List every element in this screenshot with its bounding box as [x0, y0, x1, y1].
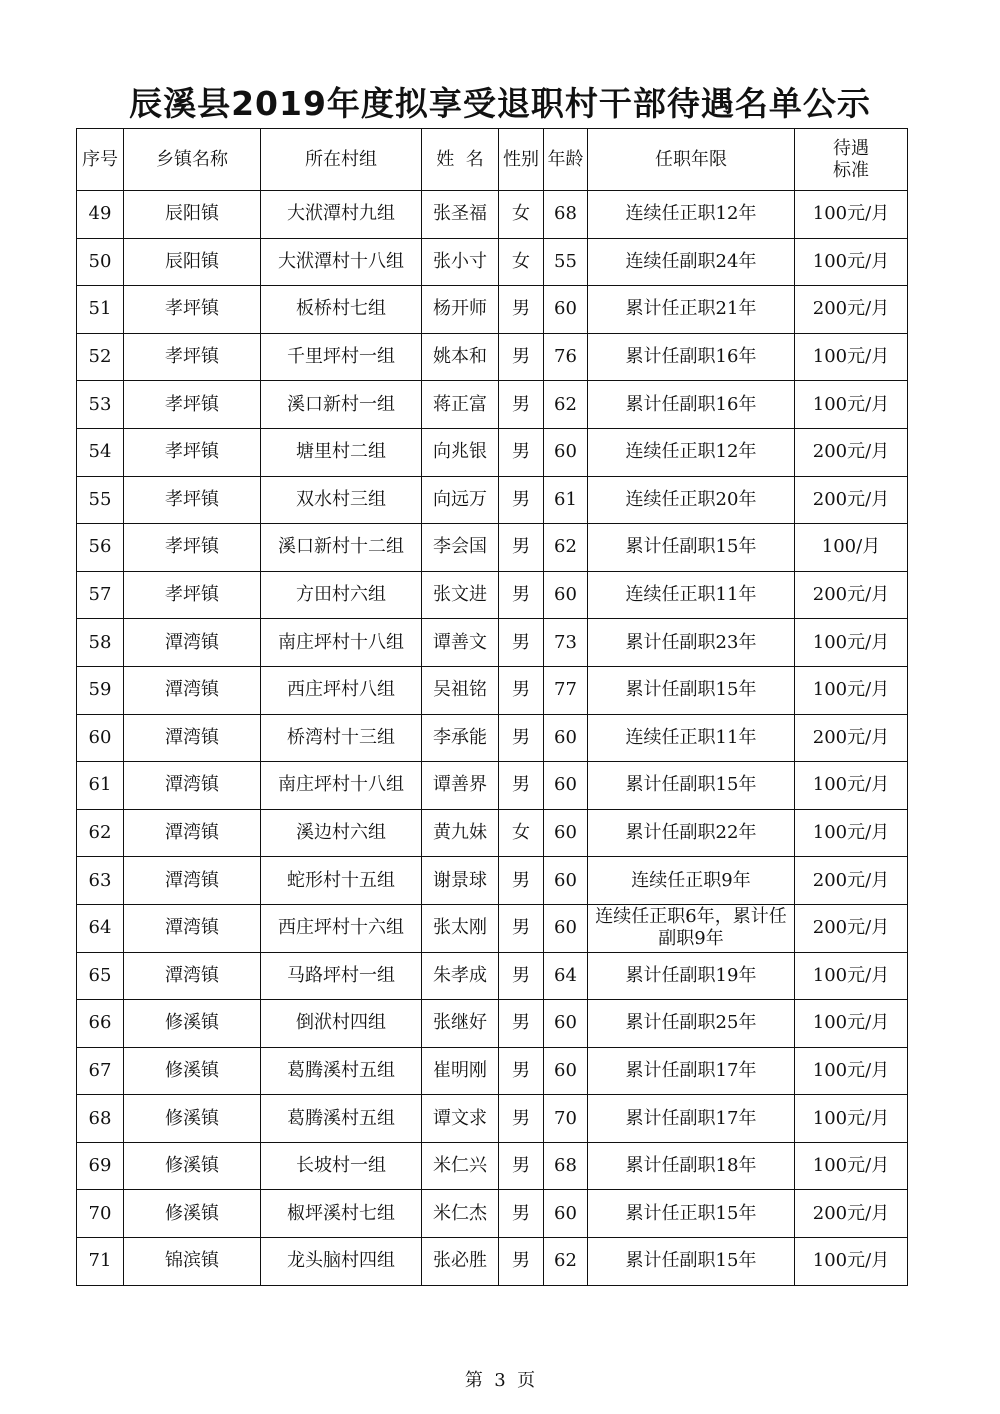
cell-name: 张小寸 [422, 238, 499, 286]
cell-standard: 200元/月 [795, 857, 908, 905]
header-gender: 性别 [499, 129, 544, 191]
cell-name: 张圣福 [422, 191, 499, 239]
cell-standard: 100元/月 [795, 1238, 908, 1286]
header-row [77, 129, 908, 191]
cell-town: 潭湾镇 [124, 809, 261, 857]
cell-gender: 男 [499, 619, 544, 667]
cell-village: 溪口新村一组 [261, 381, 422, 429]
cell-name: 蒋正富 [422, 381, 499, 429]
cell-age: 60 [544, 1000, 588, 1048]
cell-village: 溪边村六组 [261, 809, 422, 857]
table-row [77, 524, 908, 572]
cell-term: 累计任正职21年 [588, 286, 795, 334]
cell-gender: 男 [499, 1238, 544, 1286]
cell-age: 68 [544, 1142, 588, 1190]
cell-age: 60 [544, 904, 588, 952]
cell-town: 孝坪镇 [124, 476, 261, 524]
cell-town: 潭湾镇 [124, 904, 261, 952]
table-row [77, 333, 908, 381]
cell-town: 孝坪镇 [124, 333, 261, 381]
cell-standard: 100元/月 [795, 333, 908, 381]
cell-gender: 男 [499, 333, 544, 381]
cell-village: 椒坪溪村七组 [261, 1190, 422, 1238]
cell-town: 修溪镇 [124, 1047, 261, 1095]
cell-seq: 60 [77, 714, 124, 762]
cell-gender: 男 [499, 381, 544, 429]
cell-standard: 100元/月 [795, 191, 908, 239]
cell-standard: 100元/月 [795, 1047, 908, 1095]
cell-village: 塘里村二组 [261, 428, 422, 476]
cell-age: 62 [544, 524, 588, 572]
cell-village: 方田村六组 [261, 571, 422, 619]
cell-term: 连续任正职11年 [588, 571, 795, 619]
cell-gender: 女 [499, 238, 544, 286]
table-row [77, 666, 908, 714]
cell-gender: 男 [499, 952, 544, 1000]
page-title: 辰溪县2019年度拟享受退职村干部待遇名单公示 [129, 84, 871, 123]
table-row [77, 714, 908, 762]
cell-town: 孝坪镇 [124, 286, 261, 334]
cell-gender: 男 [499, 857, 544, 905]
cell-seq: 64 [77, 904, 124, 952]
cell-village: 蛇形村十五组 [261, 857, 422, 905]
cell-age: 60 [544, 1047, 588, 1095]
cell-village: 长坡村一组 [261, 1142, 422, 1190]
cell-seq: 54 [77, 428, 124, 476]
cell-term: 累计任副职15年 [588, 1238, 795, 1286]
cell-gender: 男 [499, 286, 544, 334]
header-standard-line2: 标准 [833, 159, 869, 181]
table-row [77, 428, 908, 476]
cell-town: 孝坪镇 [124, 571, 261, 619]
cell-name: 张继好 [422, 1000, 499, 1048]
cell-seq: 65 [77, 952, 124, 1000]
cell-village: 双水村三组 [261, 476, 422, 524]
cell-name: 谭善文 [422, 619, 499, 667]
header-name: 姓 名 [422, 129, 499, 191]
cell-name: 李承能 [422, 714, 499, 762]
table-row [77, 476, 908, 524]
table-row [77, 904, 908, 952]
cell-term: 累计任副职18年 [588, 1142, 795, 1190]
cell-village: 千里坪村一组 [261, 333, 422, 381]
table-row [77, 762, 908, 810]
header-village: 所在村组 [261, 129, 422, 191]
cell-village: 龙头脑村四组 [261, 1238, 422, 1286]
header-standard-line1: 待遇 [833, 137, 869, 159]
table-row [77, 238, 908, 286]
cell-gender: 男 [499, 476, 544, 524]
cell-seq: 67 [77, 1047, 124, 1095]
cell-standard: 100元/月 [795, 952, 908, 1000]
cell-name: 朱孝成 [422, 952, 499, 1000]
cell-gender: 男 [499, 428, 544, 476]
cell-term: 累计任副职15年 [588, 762, 795, 810]
table-row [77, 1142, 908, 1190]
cell-seq: 49 [77, 191, 124, 239]
cell-name: 米仁兴 [422, 1142, 499, 1190]
cell-term: 累计任副职16年 [588, 333, 795, 381]
cell-age: 60 [544, 809, 588, 857]
cell-term: 连续任副职24年 [588, 238, 795, 286]
cell-village: 板桥村七组 [261, 286, 422, 334]
cell-gender: 男 [499, 1047, 544, 1095]
cell-seq: 57 [77, 571, 124, 619]
cell-gender: 男 [499, 762, 544, 810]
cell-village: 葛腾溪村五组 [261, 1047, 422, 1095]
cell-gender: 男 [499, 1142, 544, 1190]
cell-age: 64 [544, 952, 588, 1000]
cell-village: 南庄坪村十八组 [261, 762, 422, 810]
cell-village: 马路坪村一组 [261, 952, 422, 1000]
header-term: 任职年限 [588, 129, 795, 191]
cell-village: 西庄坪村八组 [261, 666, 422, 714]
cell-village: 大洑潭村十八组 [261, 238, 422, 286]
cell-name: 向远万 [422, 476, 499, 524]
cell-age: 62 [544, 1238, 588, 1286]
header-seq: 序号 [77, 129, 124, 191]
cell-age: 76 [544, 333, 588, 381]
cell-age: 60 [544, 762, 588, 810]
cell-age: 60 [544, 714, 588, 762]
cell-village: 葛腾溪村五组 [261, 1095, 422, 1143]
cell-age: 60 [544, 857, 588, 905]
cell-seq: 71 [77, 1238, 124, 1286]
cell-village: 倒洑村四组 [261, 1000, 422, 1048]
cell-term: 累计任正职15年 [588, 1190, 795, 1238]
cell-seq: 62 [77, 809, 124, 857]
cell-standard: 100元/月 [795, 238, 908, 286]
cell-term: 连续任正职12年 [588, 428, 795, 476]
cell-seq: 63 [77, 857, 124, 905]
cell-standard: 100元/月 [795, 1095, 908, 1143]
cell-seq: 53 [77, 381, 124, 429]
cell-seq: 68 [77, 1095, 124, 1143]
cell-town: 潭湾镇 [124, 619, 261, 667]
cell-standard: 100元/月 [795, 762, 908, 810]
table-row [77, 381, 908, 429]
cell-age: 77 [544, 666, 588, 714]
cell-standard: 100/月 [795, 524, 908, 572]
cell-term: 累计任副职17年 [588, 1047, 795, 1095]
cell-name: 姚本和 [422, 333, 499, 381]
cell-town: 辰阳镇 [124, 191, 261, 239]
header-age: 年龄 [544, 129, 588, 191]
cell-name: 米仁杰 [422, 1190, 499, 1238]
cell-town: 辰阳镇 [124, 238, 261, 286]
cell-town: 潭湾镇 [124, 714, 261, 762]
table-row [77, 1238, 908, 1286]
cell-standard: 100元/月 [795, 666, 908, 714]
cell-gender: 女 [499, 191, 544, 239]
cell-town: 修溪镇 [124, 1095, 261, 1143]
cell-town: 修溪镇 [124, 1142, 261, 1190]
cell-gender: 男 [499, 1095, 544, 1143]
cell-standard: 200元/月 [795, 904, 908, 952]
cell-name: 谢景球 [422, 857, 499, 905]
table-row [77, 1047, 908, 1095]
table-row [77, 1190, 908, 1238]
cell-name: 黄九妹 [422, 809, 499, 857]
cell-term: 累计任副职16年 [588, 381, 795, 429]
cell-gender: 男 [499, 571, 544, 619]
cell-gender: 女 [499, 809, 544, 857]
cell-town: 修溪镇 [124, 1000, 261, 1048]
table-row [77, 952, 908, 1000]
cell-name: 吴祖铭 [422, 666, 499, 714]
cell-name: 张文进 [422, 571, 499, 619]
cell-seq: 66 [77, 1000, 124, 1048]
cell-village: 西庄坪村十六组 [261, 904, 422, 952]
cell-seq: 51 [77, 286, 124, 334]
cell-seq: 61 [77, 762, 124, 810]
header-town: 乡镇名称 [124, 129, 261, 191]
cell-village: 大洑潭村九组 [261, 191, 422, 239]
cell-standard: 100元/月 [795, 1142, 908, 1190]
cell-town: 潭湾镇 [124, 857, 261, 905]
cell-term: 连续任正职6年，累计任副职9年 [588, 904, 795, 952]
cell-name: 张必胜 [422, 1238, 499, 1286]
cell-name: 张太刚 [422, 904, 499, 952]
cell-term: 连续任正职11年 [588, 714, 795, 762]
cell-standard: 200元/月 [795, 714, 908, 762]
page-number: 第 3 页 [464, 1370, 536, 1391]
cell-name: 杨开师 [422, 286, 499, 334]
cell-gender: 男 [499, 904, 544, 952]
cell-standard: 200元/月 [795, 1190, 908, 1238]
cell-age: 60 [544, 428, 588, 476]
cell-age: 60 [544, 286, 588, 334]
cell-standard: 200元/月 [795, 286, 908, 334]
cell-standard: 100元/月 [795, 381, 908, 429]
cell-seq: 55 [77, 476, 124, 524]
cell-gender: 男 [499, 714, 544, 762]
header-standard [795, 129, 908, 191]
table-row [77, 1000, 908, 1048]
cell-town: 孝坪镇 [124, 381, 261, 429]
cell-age: 73 [544, 619, 588, 667]
cell-seq: 56 [77, 524, 124, 572]
cell-gender: 男 [499, 1000, 544, 1048]
cell-village: 南庄坪村十八组 [261, 619, 422, 667]
cell-term: 累计任副职15年 [588, 666, 795, 714]
table-row [77, 571, 908, 619]
cell-seq: 58 [77, 619, 124, 667]
cell-town: 潭湾镇 [124, 762, 261, 810]
cell-village: 溪口新村十二组 [261, 524, 422, 572]
cell-gender: 男 [499, 524, 544, 572]
table-row [77, 1095, 908, 1143]
cell-town: 修溪镇 [124, 1190, 261, 1238]
cell-standard: 200元/月 [795, 428, 908, 476]
cell-term: 累计任副职19年 [588, 952, 795, 1000]
cell-seq: 59 [77, 666, 124, 714]
cell-age: 62 [544, 381, 588, 429]
cell-gender: 男 [499, 666, 544, 714]
cell-seq: 70 [77, 1190, 124, 1238]
cell-term: 连续任正职12年 [588, 191, 795, 239]
table-row [77, 619, 908, 667]
cell-name: 李会国 [422, 524, 499, 572]
cell-standard: 100元/月 [795, 809, 908, 857]
cell-town: 潭湾镇 [124, 952, 261, 1000]
table-row [77, 191, 908, 239]
cell-age: 55 [544, 238, 588, 286]
cell-standard: 100元/月 [795, 1000, 908, 1048]
cell-town: 孝坪镇 [124, 428, 261, 476]
cell-term: 累计任副职22年 [588, 809, 795, 857]
cell-seq: 52 [77, 333, 124, 381]
table-row [77, 286, 908, 334]
table-row [77, 809, 908, 857]
cell-term: 连续任正职9年 [588, 857, 795, 905]
cell-term: 累计任副职15年 [588, 524, 795, 572]
table-row [77, 857, 908, 905]
cell-town: 孝坪镇 [124, 524, 261, 572]
cell-age: 70 [544, 1095, 588, 1143]
cell-name: 向兆银 [422, 428, 499, 476]
cell-age: 60 [544, 1190, 588, 1238]
cell-name: 崔明刚 [422, 1047, 499, 1095]
cell-seq: 69 [77, 1142, 124, 1190]
cell-name: 谭善界 [422, 762, 499, 810]
cell-term: 连续任正职20年 [588, 476, 795, 524]
cell-standard: 200元/月 [795, 571, 908, 619]
cell-age: 68 [544, 191, 588, 239]
cell-gender: 男 [499, 1190, 544, 1238]
cell-name: 谭文求 [422, 1095, 499, 1143]
cell-town: 锦滨镇 [124, 1238, 261, 1286]
cell-age: 61 [544, 476, 588, 524]
cell-village: 桥湾村十三组 [261, 714, 422, 762]
cell-seq: 50 [77, 238, 124, 286]
cell-term: 累计任副职25年 [588, 1000, 795, 1048]
cell-standard: 100元/月 [795, 619, 908, 667]
cell-term: 累计任副职17年 [588, 1095, 795, 1143]
cell-town: 潭湾镇 [124, 666, 261, 714]
cell-standard: 200元/月 [795, 476, 908, 524]
cell-term: 累计任副职23年 [588, 619, 795, 667]
cell-age: 60 [544, 571, 588, 619]
roster-table [76, 128, 908, 1286]
